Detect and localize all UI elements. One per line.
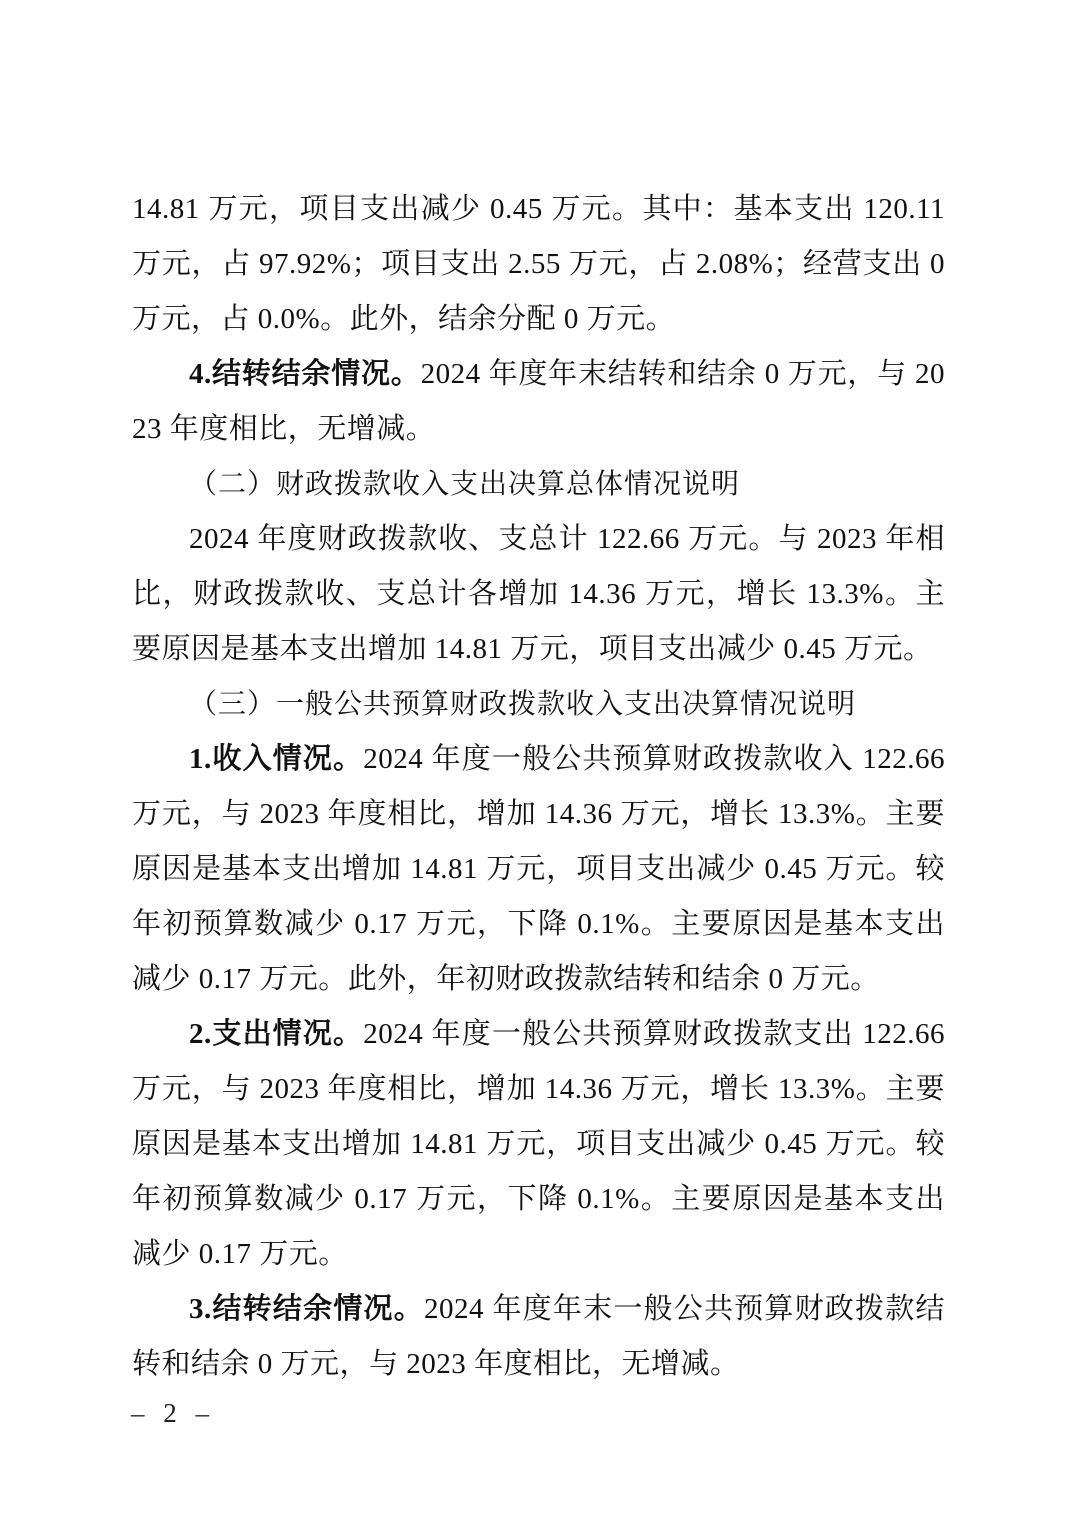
paragraph-lead: 2.支出情况。 [189,1018,364,1050]
paragraph [132,1282,945,1392]
paragraph [132,512,945,677]
paragraph [132,182,945,347]
paragraph-text: （二）财政拨款收入支出决算总体情况说明 [189,469,741,500]
paragraph-text: （三）一般公共预算财政拨款收入支出决算情况说明 [189,689,857,720]
paragraph [132,1007,945,1282]
page-number: – 2 – [131,1398,215,1428]
paragraph-text: 2024 年度年末一般公共预算财政拨款结转和结余 0 万元，与 2023 年度相比，无增减。 [132,1293,945,1380]
document-body [132,182,945,1392]
paragraph [132,677,945,732]
paragraph-text: 2024 年度年末结转和结余 0 万元，与 2023 年度相比，无增减。 [132,358,945,445]
paragraph-lead: 4.结转结余情况。 [189,358,421,390]
paragraph-text: 2024 年度一般公共预算财政拨款收入 122.66 万元，与 2023 年度相比，增加 14.36 万元，增长 13.3%。主要原因是基本支出增加 14.81 万元，项目支出减少 0.45 万元。较年初预算数减少 0.17 万元，下降 0.1%。主要原因是基本支出减少 0.17 万元。此外，年初财政拨款结转和结余 0 万元。 [132,743,945,995]
paragraph [132,457,945,512]
paragraph-lead: 3.结转结余情况。 [189,1293,424,1325]
paragraph [132,347,945,457]
paragraph-text: 2024 年度一般公共预算财政拨款支出 122.66 万元，与 2023 年度相比，增加 14.36 万元，增长 13.3%。主要原因是基本支出增加 14.81 万元，项目支出减少 0.45 万元。较年初预算数减少 0.17 万元，下降 0.1%。主要原因是基本支出减少 0.17 万元。 [132,1018,945,1270]
paragraph-text: 2024 年度财政拨款收、支总计 122.66 万元。与 2023 年相比，财政拨款收、支总计各增加 14.36 万元，增长 13.3%。主要原因是基本支出增加 14.81 万元，项目支出减少 0.45 万元。 [132,523,945,665]
paragraph-text: 14.81 万元，项目支出减少 0.45 万元。其中：基本支出 120.11 万元，占 97.92%；项目支出 2.55 万元，占 2.08%；经营支出 0 万元，占 0.0%。此外，结余分配 0 万元。 [132,193,945,335]
paragraph [132,732,945,1007]
paragraph-lead: 1.收入情况。 [189,743,364,775]
